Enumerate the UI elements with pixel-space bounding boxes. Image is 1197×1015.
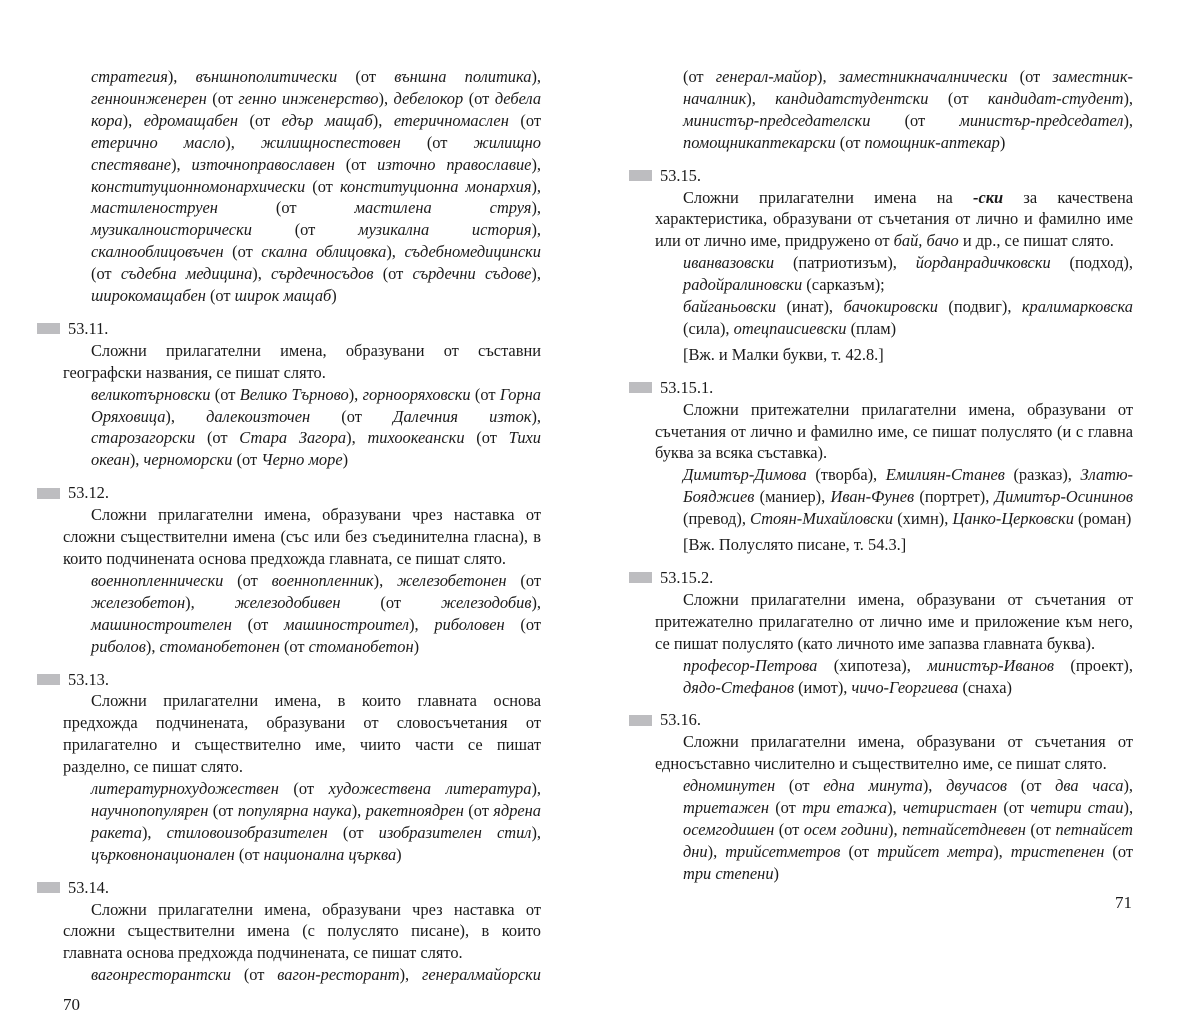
example-word: музикалноисторически [91,220,252,240]
text-run: (от [373,264,413,284]
text-run: (от [91,264,121,284]
rule-text: Сложни прилагателни имена, в които главната основа предхожда подчинената, образувани от словосъчетания от прилагателно и съществително име, чиито части се пишат разделно, се пишат слято. [63,691,541,777]
text-run: ) [396,844,402,864]
example-word: радойралиновски [683,275,803,295]
example-word: дебела кора [91,88,542,130]
text-run: (сарказъм); [802,275,885,295]
example-word: железобетонен [397,570,507,590]
text-run: (от [230,965,278,985]
section-heading [629,377,1133,399]
text-run: (от [337,67,395,86]
text-run: ) [342,450,349,470]
example-word: източноправославен [191,154,335,174]
text-run: ), [888,819,903,839]
cross-reference: [Вж. Полуслято писане, т. 54.3.] [683,535,907,555]
text-run: ), [531,176,542,196]
text-run: ), [531,264,541,284]
text-run: (от [232,450,262,470]
text-run: ), [993,841,1011,861]
section-marker-icon [37,674,60,685]
example-word: старозагорски [91,428,196,448]
text-run: (от [463,800,494,820]
text-run: (от [237,110,282,130]
example-word: железодобивен [234,592,341,612]
example-word: стоманобетонен [159,636,280,656]
text-run: (химн), [893,509,953,529]
text-run: (от [305,176,340,196]
text-run: (подвиг), [937,297,1022,317]
text-run: ), [141,822,167,842]
text-run: ), [1123,88,1133,108]
text-run: (от [997,798,1031,818]
text-run: (разказ), [1004,465,1081,485]
text-run: ), [922,776,947,796]
text-run: ), [399,965,422,985]
text-run: ), [1123,776,1133,796]
text-run: (от [334,154,378,174]
example-word: дядо-Стефанов [683,677,794,697]
text-run: ), [225,132,261,152]
text-run: (творба), [806,465,886,485]
text-run: (снаха) [958,677,1012,697]
section-marker-icon [629,382,652,393]
example-word: ядрена ракета [91,800,541,842]
text-run: ), [531,154,541,174]
section-number: 53.15. [660,165,701,185]
text-run: (от [195,428,240,448]
example-word: военнопленник [271,570,374,590]
text-run: (от [251,220,359,240]
section-marker-icon [629,170,652,181]
example-word: професор-Петрова [683,655,818,675]
example-word: стоманобетон [308,636,414,656]
section-heading [629,709,1133,731]
text-run: (патриотизъм), [774,253,916,273]
text-run: (от [463,88,495,108]
example-word: четиристаен [902,798,998,818]
text-run: (от [310,406,394,426]
example-word: сърдечносъдов [271,264,374,284]
examples-text [63,964,541,986]
example-word: Стара Загора [239,428,347,448]
example-word: етерично масло [91,132,226,152]
example-word: заместник-началник [683,67,1133,108]
text-run: (от [928,88,988,108]
section-number: 53.11. [68,318,109,338]
text-run: ), [346,428,368,448]
text-run: (инат), [776,297,844,317]
example-word: четири стаи [1030,798,1124,818]
example-word: Златю-Бояджиев [683,465,1133,507]
example-word: скалнооблицовъчен [91,242,224,262]
text-run: ) [999,132,1006,152]
example-word: Димитър-Димова [683,465,807,485]
text-run: ), [348,384,363,404]
text-run: ), [531,198,541,218]
text-run: (от [278,779,329,799]
text-run: (от [1007,67,1053,86]
section-53-16 [655,709,1133,884]
text-run: ), [252,264,272,284]
example-word: двучасов [946,776,1008,796]
example-word: съдебномедицински [404,242,541,262]
text-run: (от [208,800,238,820]
example-word: вагон-ресторант [277,965,400,985]
example-word: Тихи океан [91,428,541,470]
text-run: ) [413,636,420,656]
text-run: ), [171,154,192,174]
left-page [63,66,542,985]
text-run: ), [351,800,366,820]
examples-text [63,384,541,472]
example-word: литературнохудожествен [91,779,279,799]
section-marker-icon [37,323,60,334]
example-word: кандидат-студент [987,88,1124,108]
text-run: (роман) [1073,509,1132,529]
section-heading [37,877,541,899]
examples-text [655,655,1133,699]
text-run: ), [1123,798,1134,818]
text-run: (сила), [683,318,734,338]
example-word: музикална история [358,220,532,240]
example-word: тихоокеански [367,428,465,448]
text-run: (от [870,110,960,130]
section-heading [629,567,1133,589]
example-word: кралимарковска [1021,297,1133,317]
example-word: триетажен [683,798,769,818]
text-run: и др., се пишат слято. [958,231,1114,251]
example-word: църковнонационален [91,844,235,864]
text-run: (от [340,592,441,612]
example-word: осемгодишен [683,819,775,839]
text-run: (от [1025,819,1056,839]
text-run: (от [234,844,264,864]
example-word: черноморски [143,450,233,470]
example-word: горнооряховски [362,384,471,404]
example-word: машиностроителен [91,614,232,634]
text-run: (от [470,384,500,404]
text-run: (от [279,636,309,656]
text-run: ), [531,592,541,612]
cross-reference: [Вж. и Малки букви, т. 42.8.] [683,344,884,364]
examples-text [63,778,541,866]
section-number: 53.15.1. [660,377,714,397]
example-word: Горна Оряховица [91,384,542,426]
example-word: източно православие [377,154,532,174]
text-run: ), [185,592,235,612]
text-run: (от [835,132,865,152]
example-word: помощникаптекарски [683,132,836,152]
example-word: широкомащабен [91,286,206,306]
section-53-11 [63,318,541,471]
text-run: (маниер), [754,487,831,507]
text-run: Сложни прилагателни имена на [683,187,974,207]
text-run: ), [817,67,839,86]
text-run: ), [129,450,144,470]
example-word: Димитър-Осининов [994,487,1133,507]
example-word: великотърновски [91,384,211,404]
examples-text [655,775,1133,885]
example-word: железодобив [440,592,532,612]
section-53-15 [655,165,1133,366]
text-run: (от [223,570,272,590]
example-word: министър-председателски [683,110,871,130]
example-word: машиностроител [283,614,410,634]
text-run: ), [145,636,160,656]
example-word: военнопленнически [91,570,224,590]
text-run: ), [122,110,144,130]
text-run: (от [464,428,509,448]
example-word: Черно море [261,450,343,470]
text-run: ), [531,67,542,86]
example-word: скална облицовка [261,242,387,262]
rule-text: Сложни прилагателни имена, образувани чрез наставка от сложни съществителни имена (със или без съединителна гласна), в които подчинената основа предхожда главната, се пишат слято. [63,505,541,568]
example-word: министър-председател [959,110,1124,130]
section-number: 53.16. [660,710,701,730]
text-run: (от [504,614,542,634]
example-word: два часа [1055,776,1124,796]
section-53-15-2 [655,567,1133,698]
example-word: генно инженерство [238,88,379,108]
example-word: Стоян-Михайловски [750,509,894,529]
example-word: генералмайорски [422,965,541,985]
example-word: едромащабен [143,110,238,130]
text-run: (от [768,798,803,818]
example-word: популярна наука [237,800,352,820]
text-run: ) [773,863,779,883]
examples-group-2 [655,296,1133,340]
example-word: чичо-Георгиева [851,677,959,697]
text-run: ), [531,406,542,426]
example-word: широк мащаб [234,286,332,306]
text-run: (от [327,822,379,842]
text-run: (хипотеза), [817,655,928,675]
text-run: (от [774,819,804,839]
text-run: (проект), [1054,655,1133,675]
text-run: ), [746,88,776,108]
example-word: Цанко-Церковски [952,509,1074,529]
section-number: 53.14. [68,877,109,897]
example-word: кандидатстудентски [775,88,929,108]
example-word: стратегия [91,67,168,86]
examples-text [63,570,541,658]
section-53-12 [63,482,541,657]
example-word: далекоизточен [206,406,311,426]
section-marker-icon [37,488,60,499]
example-word: байганьовски [683,297,777,317]
section-heading [37,482,541,504]
example-word: Иван-Фунев [830,487,915,507]
example-word: три степени [683,863,774,883]
text-run: ), [167,67,196,86]
example-word: Далечния изток [393,406,532,426]
section-53-13 [63,669,541,866]
example-word: Велико Търново [239,384,349,404]
text-run: (от [683,67,716,86]
examples-group-1 [655,252,1133,296]
section-53-15-1 [655,377,1133,556]
example-word: едър мащаб [281,110,373,130]
example-word: външна политика [394,67,532,86]
text-run: (от [506,570,542,590]
text-run: ), [707,841,726,861]
example-word: дебелокор [393,88,464,108]
section-heading [37,669,541,691]
continuation-text [63,66,541,307]
text-run: ), [386,242,405,262]
example-word: бачокировски [843,297,938,317]
rule-text [655,187,1133,253]
example-word: иванвазовски [683,253,775,273]
examples-text [655,464,1133,530]
example-word: генерал-майор [715,67,818,86]
example-word: ракетноядрен [365,800,464,820]
text-run: ), [372,110,394,130]
example-word: тристепенен [1010,841,1105,861]
text-run: (от [217,198,355,218]
section-number: 53.13. [68,669,109,689]
example-word: отецпаисиевски [733,318,847,338]
text-run: (от [206,88,239,108]
text-run: (от [508,110,541,130]
example-word: съдебна медицина [120,264,253,284]
example-word: жилищно спестяване [91,132,541,174]
section-marker-icon [629,715,652,726]
page-number-right: 71 [1115,893,1132,912]
example-word: стиловоизобразителен [166,822,328,842]
text-run: ), [1123,110,1133,130]
rule-text: Сложни прилагателни имена, образувани от съставни географски названия, се пишат слято. [63,340,541,382]
section-marker-icon [37,882,60,893]
continuation-text [655,66,1133,154]
example-word: национална църква [263,844,397,864]
text-run: ), [165,406,207,426]
rule-text: Сложни прилагателни имена, образувани чрез наставка от сложни съществителни имена (с полуслято писане), в които главната основа предхожда подчинената, се пишат слято. [63,899,541,963]
example-word: петнайсетдневен [902,819,1026,839]
text-run: (плам) [846,318,897,338]
text-run: (от [231,614,284,634]
text-run: (от [775,776,824,796]
text-run: (подход), [1050,253,1133,273]
example-word: риболов [91,636,146,656]
example-word: мастиленоструен [91,198,218,218]
rule-text: Сложни прилагателни имена, образувани от съчетания от притежателно прилагателно от лично име и приложение към него, се пишат полуслято (като личното име запазва главната буква). [655,589,1133,653]
text-run: (имот), [794,677,852,697]
example-word: три етажа [802,798,888,818]
example-word: петнайсет дни [683,819,1134,861]
rule-text: Сложни притежателни прилагателни имена, образувани от съчетания от лично и фамилно име, се пишат полуслято (и с главна буква за всяка съставка). [655,399,1133,463]
example-word: изобразителен стил [378,822,532,842]
section-number: 53.12. [68,483,109,503]
section-heading [629,165,1133,187]
text-run: ), [531,779,541,799]
example-word: етеричномаслен [393,110,509,130]
text-run: ), [887,798,903,818]
example-word: Емилиян-Станев [885,465,1005,485]
text-run: (от [840,841,878,861]
right-page [655,66,1134,883]
section-53-14 [63,877,541,987]
example-word: железобетон [91,592,186,612]
example-word: научнопопулярен [91,800,209,820]
text-run: ), [531,220,541,240]
example-word: осем години [803,819,889,839]
text-run: (от [223,242,262,262]
example-word: риболовен [434,614,505,634]
text-run: ), [373,570,398,590]
example-word: министър-Иванов [927,655,1055,675]
example-word: заместникначалнически [838,67,1008,86]
example-word: трийсетметров [725,841,841,861]
section-marker-icon [629,572,652,583]
example-word: йорданрадичковски [915,253,1051,273]
text-run: (превод), [683,509,751,529]
section-number: 53.15.2. [660,568,714,587]
text-run: (портрет), [914,487,995,507]
example-word: генноинженерен [91,88,207,108]
example-word: едноминутен [683,776,776,796]
example-word: мастилена струя [354,198,532,218]
text-run: (от [1104,841,1133,861]
section-heading [37,318,541,340]
text-run: (от [210,384,240,404]
example-word: вагонресторантски [91,965,231,985]
text-run: ), [378,88,394,108]
example-word: трийсет метра [877,841,994,861]
emphasis-run: -ски [973,187,1004,207]
example-word: сърдечни съдове [412,264,532,284]
example-word: жилищноспестовен [260,132,401,152]
example-word: конституционномонархически [91,176,306,196]
example-word: художествена литература [328,779,532,799]
example-word: една минута [823,776,923,796]
text-run: за качествена характеристика, образувани от съчетания от лично и фамилно име или от лично име, придружено от [655,187,1133,251]
text-run: (от [400,132,474,152]
example-word: помощник-аптекар [864,132,1000,152]
example-word: конституционна монархия [339,176,532,196]
page-number-left: 70 [63,995,80,1014]
example-word: външнополитически [195,67,338,86]
text-run: ), [409,614,435,634]
text-run: ) [331,286,337,306]
text-run: (от [1007,776,1056,796]
text-run: (от [205,286,235,306]
text-run: ), [531,822,542,842]
rule-text: Сложни прилагателни имена, образувани от съчетания от едносъставно числително и съществително име, се пишат слято. [655,732,1133,774]
emphasis-run: бай, бачо [893,231,959,251]
